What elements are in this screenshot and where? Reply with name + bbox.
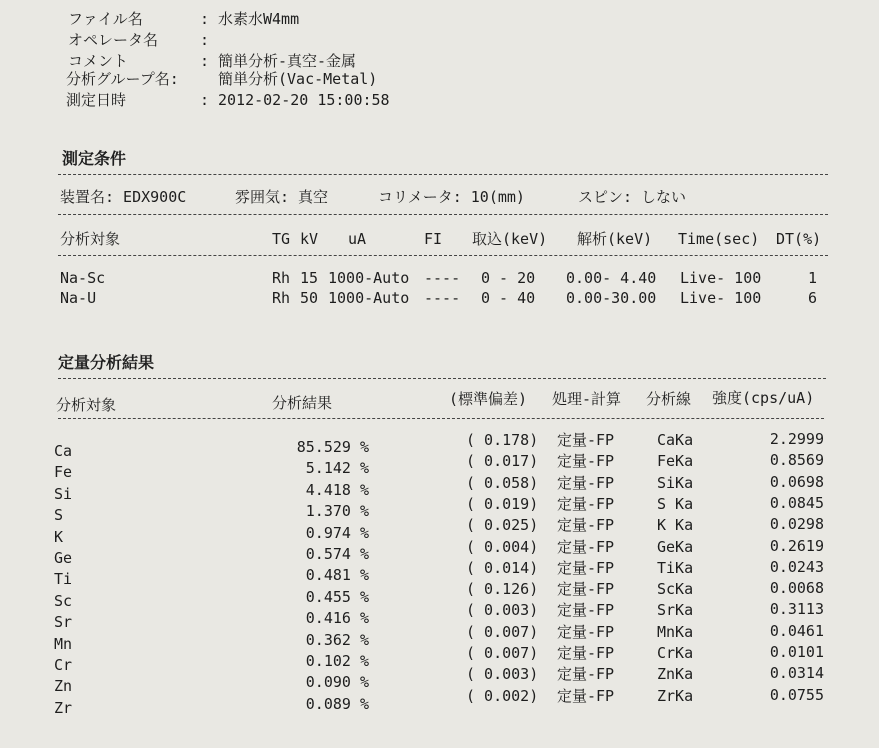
res-col-std: (標準偏差) xyxy=(449,390,528,408)
divider xyxy=(58,378,826,379)
std-deviation: ( 0.178) xyxy=(466,431,539,449)
atmosphere-info: 雰囲気: 真空 xyxy=(235,188,329,206)
element-symbol: Si xyxy=(54,484,73,503)
res-col-intensity: 強度(cps/uA) xyxy=(712,389,815,407)
cond-row-analysis: 0.00- 4.40 xyxy=(566,269,657,287)
std-deviation: ( 0.004) xyxy=(466,537,539,556)
spin-info: スピン: しない xyxy=(578,188,687,206)
calc-method: 定量-FP xyxy=(557,473,615,492)
calc-method: 定量-FP xyxy=(557,558,615,577)
result-value: 85.529 % xyxy=(296,438,369,456)
cond-col-range: 取込(keV) xyxy=(472,230,548,248)
element-symbol: Sc xyxy=(54,591,73,610)
cond-row-range: 0 - 20 xyxy=(481,269,536,287)
res-col-calc: 処理-計算 xyxy=(552,390,622,408)
date-value: 2012-02-20 15:00:58 xyxy=(218,91,390,109)
device-info: 装置名: EDX900C xyxy=(60,188,187,206)
analysis-line: FeKa xyxy=(657,452,694,471)
element-symbol: S xyxy=(54,506,64,525)
element-symbol: Zr xyxy=(54,698,73,717)
result-value: 1.370 % xyxy=(305,502,369,521)
divider xyxy=(58,214,828,215)
cond-row-time: Live- 100 xyxy=(680,289,762,307)
cond-row-dt: 6 xyxy=(808,289,818,307)
comment-label: コメント xyxy=(68,52,129,70)
comment-colon: : xyxy=(200,52,210,70)
conditions-title: 測定条件 xyxy=(62,149,127,168)
analysis-line: K Ka xyxy=(657,516,694,535)
cond-row-target: Na-Sc xyxy=(60,269,106,287)
calc-method: 定量-FP xyxy=(557,665,615,684)
analysis-line: MnKa xyxy=(657,622,694,641)
std-deviation: ( 0.007) xyxy=(466,622,539,641)
cond-row-ua: 1000-Auto xyxy=(328,269,410,287)
calc-method: 定量-FP xyxy=(557,580,615,599)
std-deviation: ( 0.025) xyxy=(466,516,539,535)
file-label: ファイル名 xyxy=(68,10,143,28)
std-deviation: ( 0.003) xyxy=(466,601,539,620)
analysis-line: ZnKa xyxy=(657,665,694,684)
analysis-line: SrKa xyxy=(657,601,694,620)
calc-method: 定量-FP xyxy=(557,644,615,662)
calc-method: 定量-FP xyxy=(557,622,615,641)
cond-row-target: Na-U xyxy=(60,289,97,307)
cond-row-fi: ---- xyxy=(424,269,461,287)
analysis-line: SiKa xyxy=(657,473,694,492)
cond-row-fi: ---- xyxy=(424,289,461,307)
result-value: 0.090 % xyxy=(305,673,369,692)
std-deviation: ( 0.126) xyxy=(466,580,539,599)
std-deviation: ( 0.058) xyxy=(466,473,539,492)
cond-row-range: 0 - 40 xyxy=(481,289,536,307)
cond-row-tg: Rh xyxy=(272,269,291,287)
std-deviation: ( 0.019) xyxy=(466,494,539,513)
calc-method: 定量-FP xyxy=(557,431,615,449)
res-col-line: 分析線 xyxy=(646,390,692,408)
std-deviation: ( 0.014) xyxy=(466,558,539,577)
file-value: 水素水W4mm xyxy=(218,10,300,28)
std-deviation: ( 0.002) xyxy=(466,686,539,705)
operator-label: オペレータ名 xyxy=(68,31,159,49)
cond-col-kv: kV xyxy=(300,230,319,248)
intensity-value: 0.0461 xyxy=(769,621,824,640)
element-symbol: Zn xyxy=(54,677,73,696)
cond-row-time: Live- 100 xyxy=(680,269,762,287)
analysis-line: ScKa xyxy=(657,580,694,599)
group-label: 分析グループ名: xyxy=(66,70,179,88)
element-symbol: Sr xyxy=(54,613,73,632)
result-value: 0.455 % xyxy=(305,587,369,606)
intensity-value: 0.2619 xyxy=(769,536,824,555)
result-value: 4.418 % xyxy=(305,480,369,499)
calc-method: 定量-FP xyxy=(557,452,615,471)
divider xyxy=(58,255,828,256)
result-value: 0.102 % xyxy=(305,652,369,670)
comment-value: 簡単分析-真空-金属 xyxy=(218,52,357,70)
intensity-value: 0.0755 xyxy=(769,685,824,704)
result-value: 0.362 % xyxy=(305,630,369,649)
cond-col-fi: FI xyxy=(424,230,443,248)
element-symbol: Mn xyxy=(54,634,73,653)
calc-method: 定量-FP xyxy=(557,686,615,705)
intensity-value: 0.0243 xyxy=(769,557,824,576)
element-symbol: Fe xyxy=(54,463,73,482)
intensity-value: 0.0314 xyxy=(769,664,824,683)
intensity-value: 0.3113 xyxy=(769,600,824,619)
cond-col-analysis: 解析(keV) xyxy=(577,230,653,248)
cond-row-ua: 1000-Auto xyxy=(328,289,410,307)
result-value: 0.089 % xyxy=(305,694,369,713)
analysis-line: S Ka xyxy=(657,494,694,513)
calc-method: 定量-FP xyxy=(557,537,615,556)
calc-method: 定量-FP xyxy=(557,516,615,535)
cond-col-time: Time(sec) xyxy=(678,230,760,248)
analysis-line: TiKa xyxy=(657,558,694,577)
analysis-line: CaKa xyxy=(657,431,694,449)
date-label: 測定日時 xyxy=(66,91,127,109)
intensity-value: 0.0845 xyxy=(769,493,824,512)
res-col-target: 分析対象 xyxy=(56,396,117,414)
cond-col-target: 分析対象 xyxy=(60,230,121,248)
analysis-line: ZrKa xyxy=(657,686,694,705)
cond-row-dt: 1 xyxy=(808,269,818,287)
std-deviation: ( 0.017) xyxy=(466,452,539,471)
divider xyxy=(58,418,824,419)
cond-row-kv: 15 xyxy=(300,269,319,287)
collimator-info: コリメータ: 10(mm) xyxy=(378,188,525,206)
results-title: 定量分析結果 xyxy=(58,353,155,372)
intensity-value: 0.0068 xyxy=(769,579,824,598)
element-symbol: Cr xyxy=(54,656,73,674)
cond-row-analysis: 0.00-30.00 xyxy=(566,289,657,307)
result-value: 0.416 % xyxy=(305,609,369,628)
intensity-value: 0.0298 xyxy=(769,515,824,534)
cond-col-ua: uA xyxy=(348,230,367,248)
divider xyxy=(58,174,828,175)
intensity-value: 0.0101 xyxy=(769,643,824,661)
std-deviation: ( 0.003) xyxy=(466,665,539,684)
element-symbol: K xyxy=(54,527,64,546)
result-value: 0.974 % xyxy=(305,523,369,542)
result-value: 0.481 % xyxy=(305,566,369,585)
res-col-result: 分析結果 xyxy=(272,394,333,412)
group-value: 簡単分析(Vac-Metal) xyxy=(218,70,378,88)
result-value: 5.142 % xyxy=(305,459,369,478)
cond-row-kv: 50 xyxy=(300,289,319,307)
date-colon: : xyxy=(200,91,210,109)
element-symbol: Ti xyxy=(54,570,73,589)
intensity-value: 0.8569 xyxy=(769,451,824,470)
cond-col-dt: DT(%) xyxy=(776,230,822,248)
element-symbol: Ge xyxy=(54,549,73,567)
result-value: 0.574 % xyxy=(305,545,369,563)
intensity-value: 0.0698 xyxy=(769,472,824,491)
analysis-line: GeKa xyxy=(657,537,694,556)
std-deviation: ( 0.007) xyxy=(466,644,539,662)
cond-col-tg: TG xyxy=(272,230,291,248)
file-colon: : xyxy=(200,10,210,28)
operator-colon: : xyxy=(200,31,210,49)
element-symbol: Ca xyxy=(54,442,73,460)
cond-row-tg: Rh xyxy=(272,289,291,307)
analysis-line: CrKa xyxy=(657,644,694,662)
intensity-value: 2.2999 xyxy=(769,430,824,448)
calc-method: 定量-FP xyxy=(557,601,615,620)
calc-method: 定量-FP xyxy=(557,494,615,513)
